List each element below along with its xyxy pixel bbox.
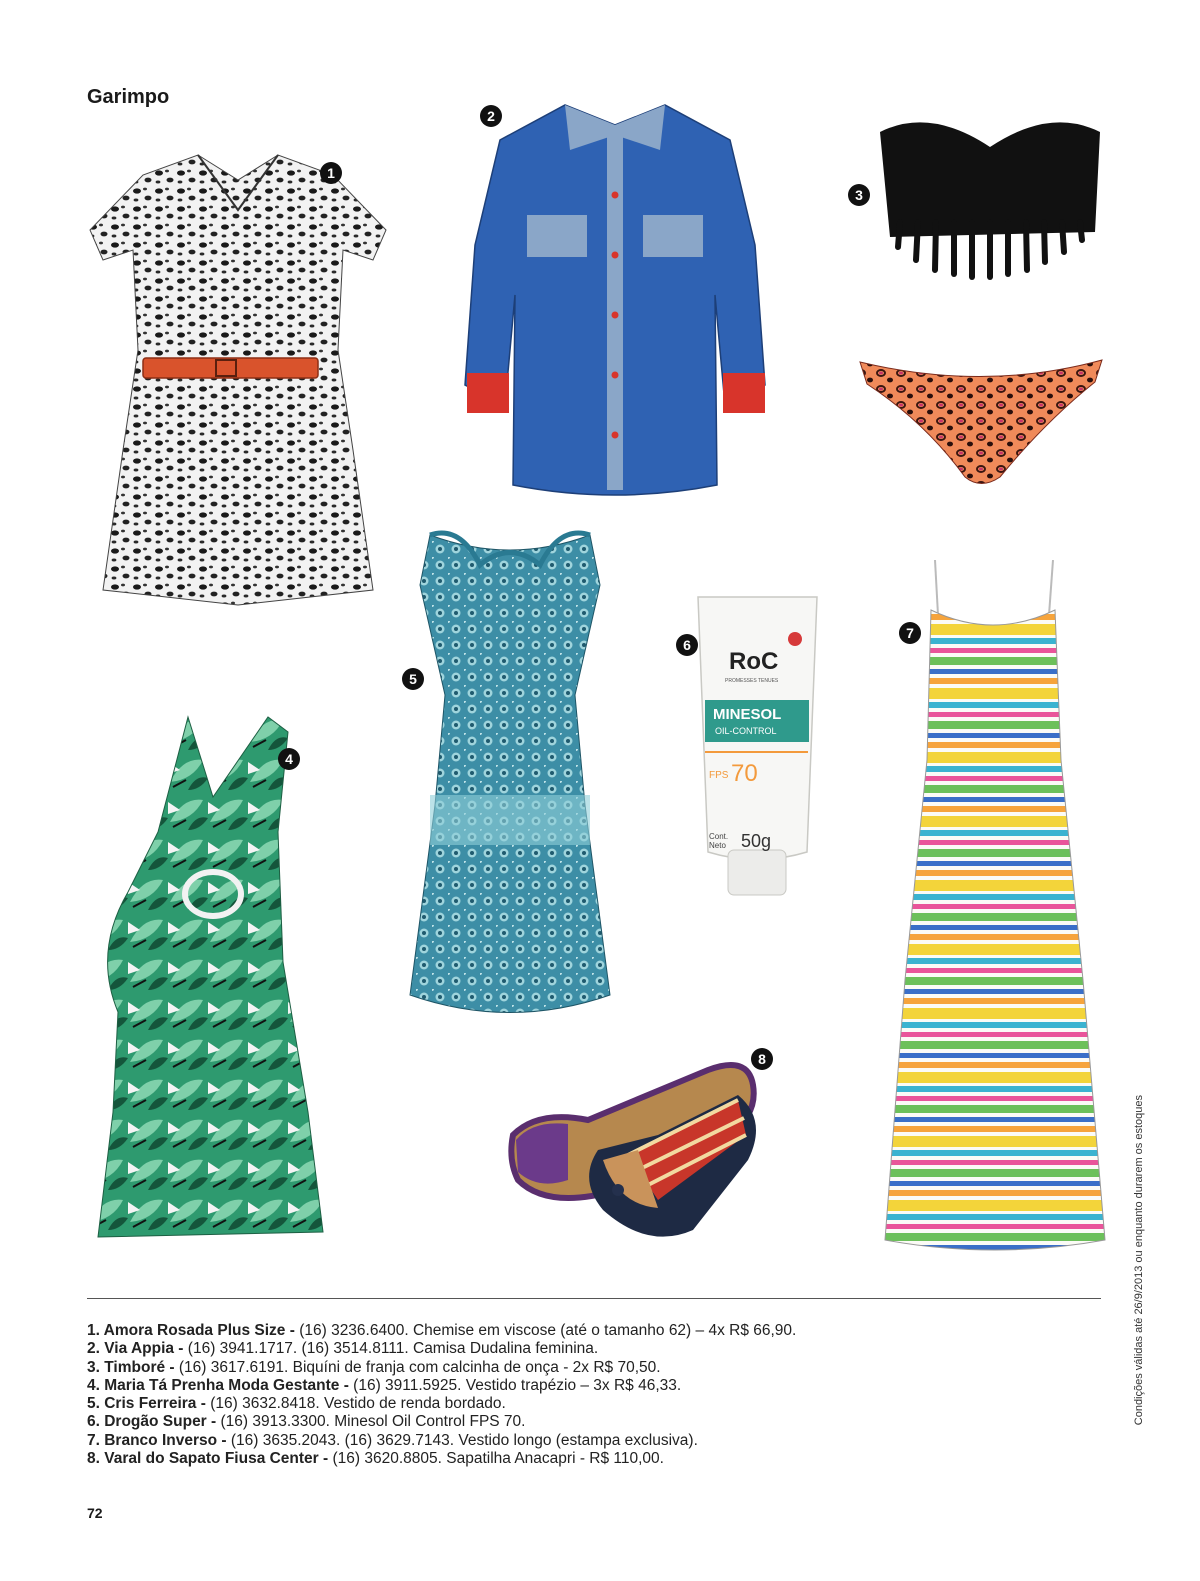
product-5-lace-dress: [400, 525, 620, 1030]
product-3-bikini-top: [870, 112, 1110, 282]
credit-store-name: 3. Timboré -: [87, 1358, 175, 1376]
badge-4: 4: [278, 748, 300, 770]
credit-row-3: [87, 1359, 1087, 1377]
credit-row-1: [87, 1322, 1087, 1340]
credit-row-2: [87, 1340, 1087, 1358]
credit-row-5: [87, 1395, 1087, 1413]
product-6-sunscreen-tube: [695, 592, 820, 902]
badge-5: 5: [402, 668, 424, 690]
credit-store-name: 7. Branco Inverso -: [87, 1431, 227, 1449]
net-weight: 50g: [741, 831, 772, 851]
credit-detail: (16) 3911.5925. Vestido trapézio – 3x R$ 46,33.: [348, 1376, 682, 1394]
minesol-label: MINESOL: [713, 706, 782, 723]
credit-row-8: [87, 1450, 1087, 1468]
badge-3: 3: [848, 184, 870, 206]
credit-detail: (16) 3620.8805. Sapatilha Anacapri - R$ 110,00.: [328, 1450, 664, 1468]
page-title: Garimpo: [87, 86, 170, 108]
product-8-ballet-flats: [508, 1040, 768, 1245]
credit-store-name: 4. Maria Tá Prenha Moda Gestante -: [87, 1376, 349, 1394]
badge-2: 2: [480, 105, 502, 127]
credit-detail: (16) 3913.3300. Minesol Oil Control FPS 70.: [216, 1413, 526, 1431]
product-3-bikini-bottom: [855, 352, 1107, 492]
product-1-chemise-dress: [88, 150, 388, 610]
validity-side-note: Condições válidas até 26/9/2013 ou enquanto durarem os estoques: [1133, 1095, 1145, 1426]
product-7-maxi-dress: [883, 560, 1108, 1255]
product-2-blue-shirt: [455, 95, 775, 505]
credit-detail: (16) 3941.1717. (16) 3514.8111. Camisa Dudalina feminina.: [183, 1340, 599, 1358]
fps-value: 70: [731, 760, 758, 787]
oil-control-label: OIL-CONTROL: [715, 726, 777, 736]
badge-1: 1: [320, 162, 342, 184]
badge-7: 7: [899, 622, 921, 644]
credit-store-name: 1. Amora Rosada Plus Size -: [87, 1322, 295, 1339]
page-number: 72: [87, 1505, 103, 1521]
credit-store-name: 2. Via Appia -: [87, 1340, 184, 1358]
roc-brand-logo: RoC: [729, 648, 779, 675]
credits-list: [87, 1322, 1087, 1468]
badge-8: 8: [751, 1048, 773, 1070]
net-content-label: Cont. Neto: [709, 832, 729, 850]
credit-store-name: 5. Cris Ferreira -: [87, 1395, 206, 1413]
credit-row-4: [87, 1377, 1087, 1395]
product-4-maternity-dress: [88, 712, 328, 1242]
credit-detail: (16) 3617.6191. Biquíni de franja com calcinha de onça - 2x R$ 70,50.: [174, 1358, 661, 1376]
credit-store-name: 8. Varal do Sapato Fiusa Center -: [87, 1450, 329, 1468]
fps-label: FPS: [709, 770, 729, 781]
credit-row-6: [87, 1413, 1087, 1431]
credit-store-name: 6. Drogão Super -: [87, 1413, 217, 1431]
credit-detail: (16) 3632.8418. Vestido de renda bordado.: [205, 1395, 506, 1413]
badge-6: 6: [676, 634, 698, 656]
credit-detail: (16) 3635.2043. (16) 3629.7143. Vestido longo (estampa exclusiva).: [226, 1431, 698, 1449]
roc-subline: PROMESSES TENUES: [725, 678, 779, 684]
credit-row-7: [87, 1432, 1087, 1450]
credit-detail: (16) 3236.6400. Chemise em viscose (até o tamanho 62) – 4x R$ 66,90.: [294, 1322, 797, 1339]
credits-divider: [87, 1298, 1101, 1299]
